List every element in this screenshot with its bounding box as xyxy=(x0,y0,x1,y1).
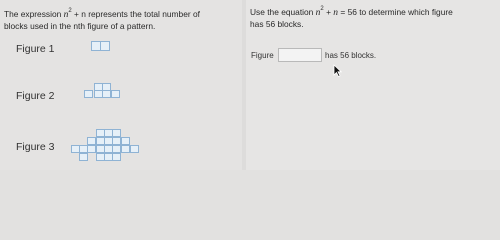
block xyxy=(84,90,93,98)
block xyxy=(112,153,121,161)
block xyxy=(112,137,121,145)
figure-number-input[interactable] xyxy=(278,48,322,62)
instruction-text: has 56 blocks. xyxy=(250,19,304,29)
block xyxy=(121,137,130,145)
pattern-description xyxy=(4,9,200,32)
description-text: + n represents the total number of xyxy=(71,9,200,19)
variable-n: n xyxy=(333,8,339,18)
question-right-pane xyxy=(246,0,500,170)
exponent: 2 xyxy=(68,8,72,15)
block xyxy=(100,41,110,51)
block xyxy=(130,145,139,153)
description-text: The expression xyxy=(4,9,64,19)
block xyxy=(121,145,130,153)
figure-2-label: Figure 2 xyxy=(16,90,55,102)
block xyxy=(79,145,88,153)
question-left-pane xyxy=(0,0,242,170)
description-text: blocks used in the nth figure of a pattern. xyxy=(4,21,156,31)
block xyxy=(87,137,96,145)
equation-instructions xyxy=(250,7,453,30)
block xyxy=(79,153,88,161)
block xyxy=(111,90,120,98)
block xyxy=(87,145,96,153)
instruction-text: + xyxy=(323,7,334,17)
instruction-text: = 56 to determine which figure xyxy=(338,7,453,17)
exponent: 2 xyxy=(320,6,324,13)
answer-suffix: has 56 blocks. xyxy=(325,51,377,60)
answer-prefix: Figure xyxy=(251,51,274,60)
variable-n: n xyxy=(315,8,321,18)
instruction-text: Use the equation xyxy=(250,7,316,17)
variable-n: n xyxy=(63,10,69,20)
mouse-pointer-icon xyxy=(333,64,342,77)
block xyxy=(102,90,111,98)
figure-1-label: Figure 1 xyxy=(16,43,55,55)
block xyxy=(112,129,121,137)
figure-3-label: Figure 3 xyxy=(16,141,55,153)
block xyxy=(112,145,121,153)
